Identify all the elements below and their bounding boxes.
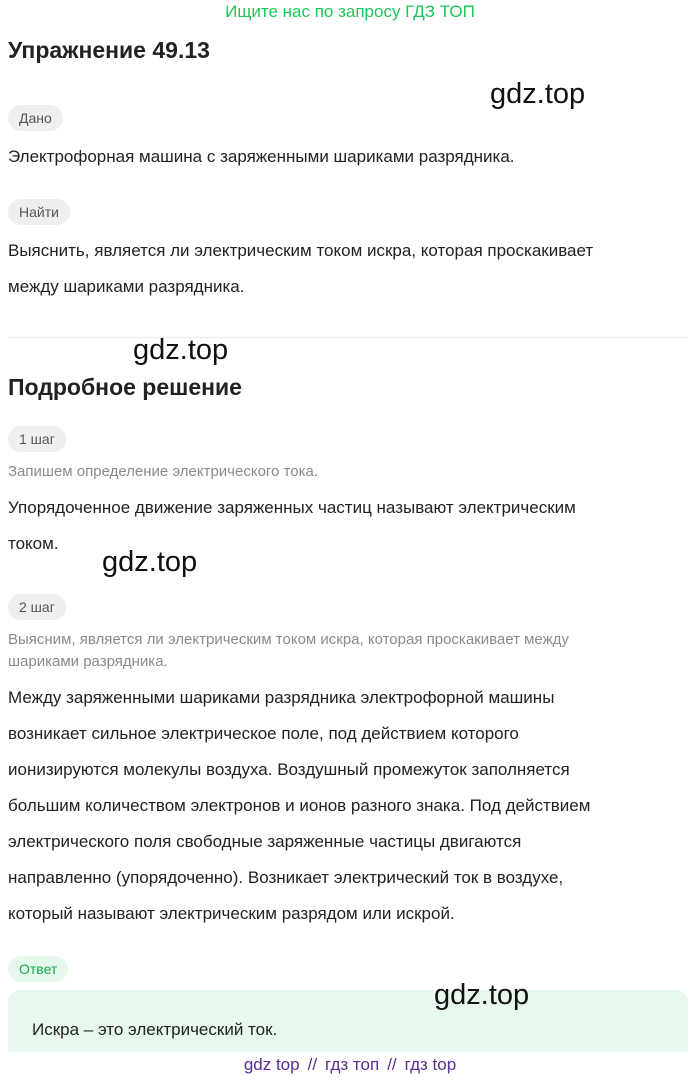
step-2-chip: 2 шаг (8, 594, 66, 620)
step-1-chip: 1 шаг (8, 426, 66, 452)
step-2-text-line-1: Между заряженными шариками разрядника электрофорной машины (8, 688, 555, 707)
footer-separator: // (307, 1055, 318, 1074)
step-2-text-line-7: который называют электрическим разрядом или искрой. (8, 904, 455, 923)
answer-text: Искра – это электрический ток. (32, 1020, 278, 1039)
step-2-text-line-6: направленно (упорядоченно). Возникает электрический ток в воздухе, (8, 868, 564, 887)
find-text-line-1: Выяснить, является ли электрическим током искра, которая проскакивает (8, 241, 594, 260)
watermark: gdz.top (102, 546, 198, 578)
step-1-text-line-2: током. (8, 534, 59, 553)
footer-links (0, 1052, 700, 1080)
footer-separator: // (387, 1055, 397, 1074)
step-2-text-line-3: ионизируются молекулы воздуха. Воздушный промежуток заполняется (8, 760, 570, 779)
step-2-text-line-2: возникает сильное электрическое поле, под действием которого (8, 724, 519, 743)
watermark: gdz.top (490, 78, 586, 110)
given-text: Электрофорная машина с заряженными шариками разрядника. (8, 147, 515, 166)
watermark: gdz.top (434, 979, 530, 1011)
answer-chip: Ответ (8, 956, 68, 982)
find-chip: Найти (8, 199, 70, 225)
step-2-text-line-4: большим количеством электронов и ионов разного знака. Под действием (8, 796, 591, 815)
step-2-hint-line-2: шариками разрядника. (8, 653, 168, 670)
footer-link-gdz-top-ru[interactable]: гдз топ (325, 1055, 380, 1074)
section-divider (8, 337, 688, 338)
footer-link-gdz-top-mixed[interactable]: гдз top (404, 1055, 457, 1074)
step-2-hint-line-1: Выясним, является ли электрическим током искра, которая проскакивает между (8, 631, 569, 648)
exercise-title: Упражнение 49.13 (8, 37, 210, 63)
solution-title: Подробное решение (8, 374, 242, 400)
given-chip: Дано (8, 105, 63, 131)
step-1-hint: Запишем определение электрического тока. (8, 463, 319, 480)
find-text-line-2: между шариками разрядника. (8, 277, 245, 296)
watermark: gdz.top (133, 334, 229, 366)
step-2-text-line-5: электрического поля свободные заряженные частицы двигаются (8, 832, 522, 851)
step-1-text-line-1: Упорядоченное движение заряженных частиц называют электрическим (8, 498, 576, 517)
search-banner: Ищите нас по запросу ГДЗ ТОП (225, 2, 475, 21)
footer-link-gdz-top[interactable]: gdz top (243, 1055, 300, 1074)
answer-box (8, 990, 688, 1052)
